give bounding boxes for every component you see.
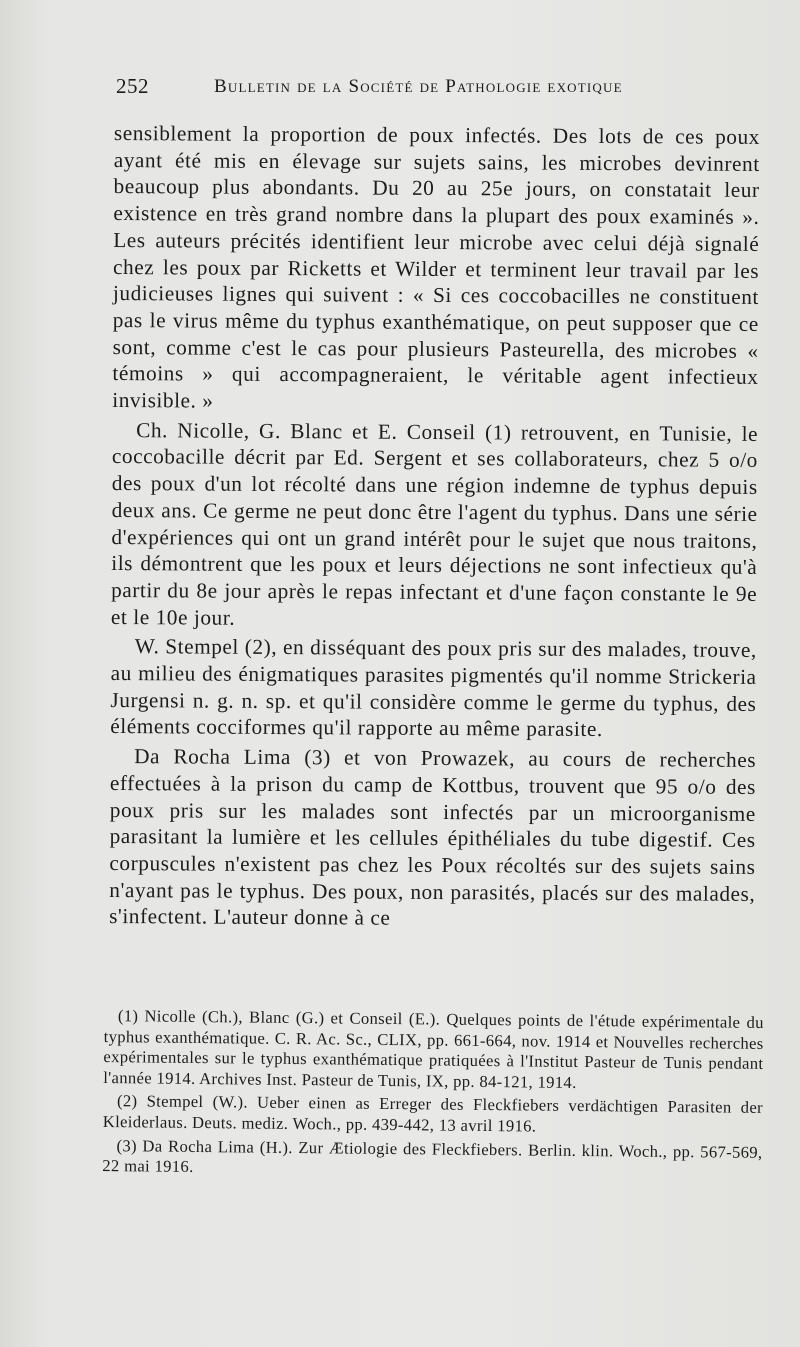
footnotes: [102, 1006, 764, 1184]
paragraph-4: Da Rocha Lima (3) et von Prowazek, au cours de recherches effectuées à la prison du camp de Kottbus, trouvent que 95 o/o des poux pris sur les malades sont infectés par un microorganisme parasitant la lumière et les cellules épithéliales du tube digestif. Ces corpuscules n'existent pas chez les Poux récoltés sur des sujets sains n'ayant pas le typhus. Des poux, non parasités, placés sur des malades, s'infectent. L'auteur donne à ce: [109, 744, 757, 931]
page-header: [116, 74, 676, 108]
footnote-2: (2) Stempel (W.). Ueber einen as Erreger des Fleckfiebers verdächtigen Parasiten der Kleiderlaus. Deuts. mediz. Woch., pp. 439-442, 13 avril 1916.: [102, 1091, 764, 1136]
footnote-3: (3) Da Rocha Lima (H.). Zur Ætiologie des Fleckfiebers. Berlin. klin. Woch., pp. 567-569, 22 mai 1916.: [102, 1135, 763, 1177]
running-title: Bulletin de la Société de Pathologie exotique: [214, 76, 623, 97]
paragraph-3: W. Stempel (2), en disséquant des poux pris sur des malades, trouve, au milieu des énigmatiques parasites pigmentés qu'il nomme Strickeria Jurgensi n. g. n. sp. et qu'il considère comme le germe du typhus, des éléments cocciformes qu'il rapporte au même parasite.: [110, 634, 757, 742]
body-text: [109, 120, 760, 934]
paragraph-2: Ch. Nicolle, G. Blanc et E. Conseil (1) retrouvent, en Tunisie, le coccobacille décrit par Ed. Sergent et ses collaborateurs, chez 5 o/o des poux d'un lot récolté dans une région indemne de typhus depuis deux ans. Ce germe ne peut donc être l'agent du typhus. Dans une série d'expériences qui ont un grand intérêt pour le sujet que nous traitons, ils démontrent que les poux et leurs déjections ne sont infectieux qu'à partir du 8e jour après le repas infectant et d'une façon constante le 9e et le 10e jour.: [110, 417, 759, 630]
paragraph-1: sensiblement la proportion de poux infectés. Des lots de ces poux ayant été mis en élevage sur sujets sains, les microbes devinrent beaucoup plus abondants. Du 20 au 25e jours, on constatait leur existence en très grand nombre dans la plupart des poux examinés ». Les auteurs précités identifient leur microbe avec celui déjà signalé chez les poux par Ricketts et Wilder et terminent leur travail par les judicieuses lignes qui suivent : « Si ces coccobacilles ne constituent pas le virus même du typhus exanthématique, on peut supposer que ce sont, comme c'est le cas pour plusieurs Pasteurella, des microbes « témoins » qui accompagneraient, le véritable agent infectieux invisible. »: [112, 120, 760, 413]
page-number: 252: [116, 74, 149, 98]
footnote-1: (1) Nicolle (Ch.), Blanc (G.) et Conseil (E.). Quelques points de l'étude expérimentale du typhus exanthématique. C. R. Ac. Sc., CLIX, pp. 661-664, nov. 1914 et Nouvelles recherches expérimentales sur le typhus exanthématique pratiquées à l'Institut Pasteur de Tunis pendant l'année 1914. Archives Inst. Pasteur de Tunis, IX, pp. 84-121, 1914.: [103, 1006, 764, 1092]
